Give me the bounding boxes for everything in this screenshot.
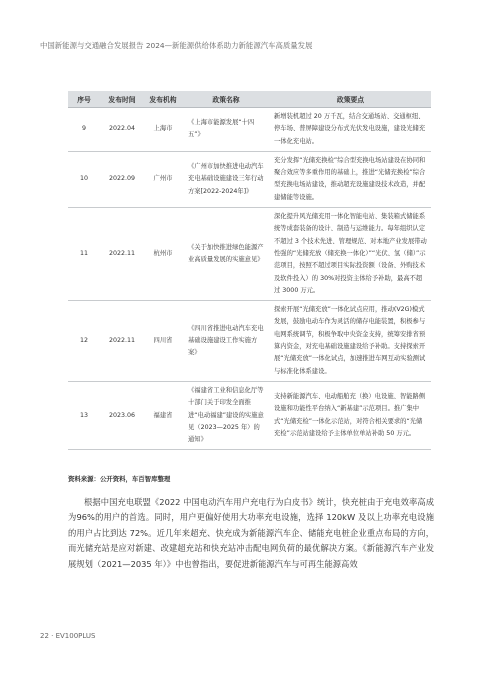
cell-policy-title: 《福建省工业和信息化厅等十部门关于印发全面推进“电动福建”建设的实施意见（2023—2025 年）的通知》 [182, 381, 270, 449]
cell-organization: 杭州市 [144, 208, 182, 301]
cell-policy-title: 《四川省推进电动汽车充电基础设施建设工作实施方案》 [182, 301, 270, 382]
table-row [68, 381, 431, 449]
table-source-note: 资料来源：公开资料，车百智库整理 [68, 475, 171, 483]
cell-policy-points: 充分发挥“光储充换检”综合型充换电场站建设在协同和聚合效应等多重作用的基础上，推进“光储充换检”综合型充换电场站建设，推动超充设施建设技术改造，并配建储能等设施。 [270, 151, 431, 207]
table-row [68, 108, 431, 152]
table-header-row [68, 91, 431, 108]
running-header: 中国新能源与交通融合发展报告 2024—新能源供给体系助力新能源汽车高质量发展 [40, 41, 313, 50]
body-paragraph: 根据中国充电联盟《2022 中国电动汽车用户充电行为白皮书》统计，快充桩由于充电效率高成为96%的用户的首选。同时，用户更偏好使用大功率充电设施，选择 120kW 及以上功率充电设施的用户占比到达 72%。近几年来超充、快充成为新能源汽车企、储能充电桩企业重点布局的方向，而光储充站是应对新建、改建超充站和快充站冲击配电网负荷的最优解决方案。《新能源汽车产业发展规划（2021—2035 年）》中也曾指出，要促进新能源汽车与可再生能源高效 [68, 497, 434, 569]
cell-date: 2022.11 [100, 208, 144, 301]
cell-organization: 上海市 [144, 108, 182, 152]
cell-organization: 福建省 [144, 381, 182, 449]
cell-policy-title: 《关于加快推进绿色能源产业高质量发展的实施意见》 [182, 208, 270, 301]
column-header: 政策要点 [270, 91, 431, 108]
cell-policy-title: 《上海市能源发展“十四五”》 [182, 108, 270, 152]
cell-policy-title: 《广州市加快推进电动汽车充电基础设施建设三年行动方案[2022-2024年]》 [182, 151, 270, 207]
cell-number: 11 [68, 208, 100, 301]
column-header: 序号 [68, 91, 100, 108]
cell-number: 10 [68, 151, 100, 207]
cell-number: 9 [68, 108, 100, 152]
cell-organization: 四川省 [144, 301, 182, 382]
cell-policy-points: 深化提升风光储充用一体化智能电站、集装箱式储能系统等成套装备的设计、制造与运维能力。每年组织认定不超过 3 个技术先进、管理规范、对本地产业发展带动性强的“光储充放（储充换一体化）”“光伏、氢（储）”示范项目，按照不超过项目实际投资额（设备、外购技术及软件投入）的 30%对投资主体给予补助，最高不超过 3000 万元。 [270, 208, 431, 301]
cell-date: 2023.06 [100, 381, 144, 449]
cell-date: 2022.04 [100, 108, 144, 152]
cell-number: 13 [68, 381, 100, 449]
table-row [68, 208, 431, 301]
cell-policy-points: 探索开展“光储充放”一体化试点应用，推动(V2G)模式发展，鼓励电动车作为灵活的储存电能装置，积极参与电网系统调节，积极争取中央资金支持，统筹安排省预算内资金，对充电基础设施建设给予补助。支持探索开展“光储充放”一体化试点，加速推进车网互动实验测试与标准化体系建设。 [270, 301, 431, 382]
table-row [68, 151, 431, 207]
column-header: 发布时间 [100, 91, 144, 108]
cell-policy-points: 新增装机超过 20 万千瓦，结合交通场站、交通枢纽、停车场、普屏障建设分布式光伏发电设施，建设光储充一体化充电站。 [270, 108, 431, 152]
page-footer: 22 · EV100PLUS [40, 632, 96, 640]
column-header: 政策名称 [182, 91, 270, 108]
table-row [68, 301, 431, 382]
cell-policy-points: 支持新能源汽车、电动船舶充（换）电设施、智能路侧设施和功能性平台纳入“新基建”示范项目。推广集中式“光储充检”一体化示范站，对符合相关要求的“光储充检”示范站建设给予主体单位单站补助 50 万元。 [270, 381, 431, 449]
cell-date: 2022.11 [100, 301, 144, 382]
policy-table [68, 91, 431, 450]
cell-organization: 广州市 [144, 151, 182, 207]
cell-number: 12 [68, 301, 100, 382]
column-header: 发布机构 [144, 91, 182, 108]
cell-date: 2022.09 [100, 151, 144, 207]
